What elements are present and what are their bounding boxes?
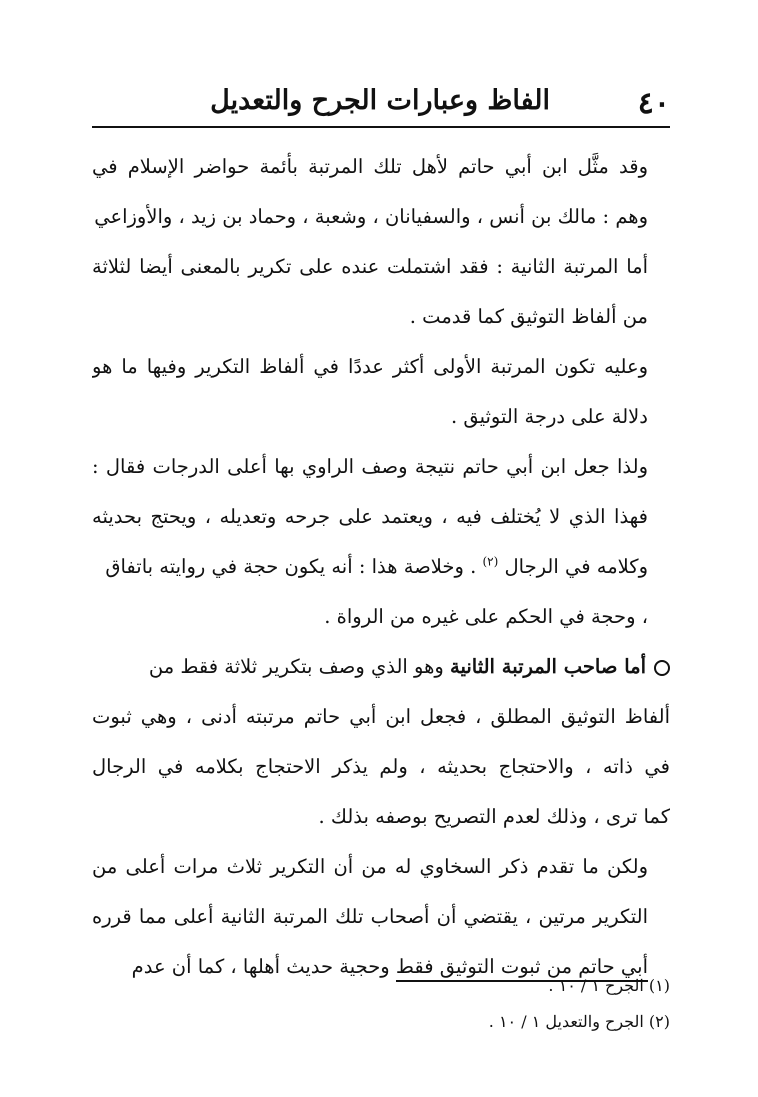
paragraph-2	[92, 242, 670, 342]
text-line	[92, 192, 670, 242]
text-segment: وكلامه في الرجال	[504, 555, 648, 578]
footnote-2: (٢) الجرح والتعديل ١ / ١٠ .	[488, 1012, 670, 1031]
text-segment: . وخلاصة هذا : أنه يكون حجة في روايته باتفاق	[105, 555, 477, 578]
underlined-text: أبي حاتم من ثبوت التوثيق فقط	[396, 955, 648, 982]
text-line: ولكن ما تقدم ذكر السخاوي له من أن التكرير ثلاث مرات أعلى من	[92, 855, 648, 878]
bold-heading-text: أما صاحب المرتبة الثانية	[450, 655, 646, 678]
text-line: ، وحجة في الحكم على غيره من الرواة .	[324, 605, 648, 628]
text-line: ألفاظ التوثيق المطلق ، فجعل ابن أبي حاتم مرتبته أدنى ، وهي ثبوت	[92, 705, 670, 728]
text-line: كما ترى ، وذلك لعدم التصريح بوصفه بذلك .	[318, 805, 670, 828]
text-segment: وهو الذي وصف بتكرير ثلاثة فقط من	[148, 655, 444, 678]
page-header	[92, 78, 670, 128]
text-line: فهذا الذي لا يُختلف فيه ، ويعتمد على جرحه وتعديله ، ويحتج بحديثه	[92, 505, 648, 528]
text-line: وعليه تكون المرتبة الأولى أكثر عددًا في ألفاظ التكرير وفيها ما هو	[92, 355, 648, 378]
paragraph-5	[92, 642, 670, 842]
footnote-ref-2[interactable]: (٢)	[482, 554, 499, 569]
running-title: الفاظ وعبارات الجرح والتعديل	[210, 85, 550, 116]
page-number: ٤٠	[637, 86, 670, 121]
paragraph-1	[92, 142, 670, 242]
footnote-1: (١) الجرح ١ / ١٠ .	[548, 976, 670, 995]
circle-bullet-icon	[654, 660, 670, 676]
text-line: وقد مثَّل ابن أبي حاتم لأهل تلك المرتبة بأئمة حواضر الإسلام في	[92, 155, 648, 178]
text-line	[92, 642, 670, 692]
text-line: في ذاته ، والاحتجاج بحديثه ، ولم يذكر الاحتجاج بكلامه في الرجال	[92, 755, 670, 778]
text-segment: وحجية حديث أهلها ، كما أن عدم	[131, 955, 390, 978]
text-line: دلالة على درجة التوثيق .	[450, 405, 648, 428]
paragraph-4	[92, 442, 670, 642]
text-line: أما المرتبة الثانية : فقد اشتملت عنده على تكرير بالمعنى أيضا لثلاثة	[92, 255, 648, 278]
text-line	[92, 542, 670, 592]
footnotes	[370, 968, 670, 1040]
text-line: ولذا جعل ابن أبي حاتم نتيجة وصف الراوي بها أعلى الدرجات فقال :	[92, 455, 648, 478]
body-text	[92, 142, 670, 992]
paragraph-3	[92, 342, 670, 442]
text-segment: وهم : مالك بن أنس ، والسفيانان ، وشعبة ، وحماد بن زيد ، والأوزاعي	[94, 205, 648, 228]
text-line: من ألفاظ التوثيق كما قدمت .	[409, 305, 648, 328]
text-line: التكرير مرتين ، يقتضي أن أصحاب تلك المرتبة الثانية أعلى مما قرره	[92, 905, 648, 928]
